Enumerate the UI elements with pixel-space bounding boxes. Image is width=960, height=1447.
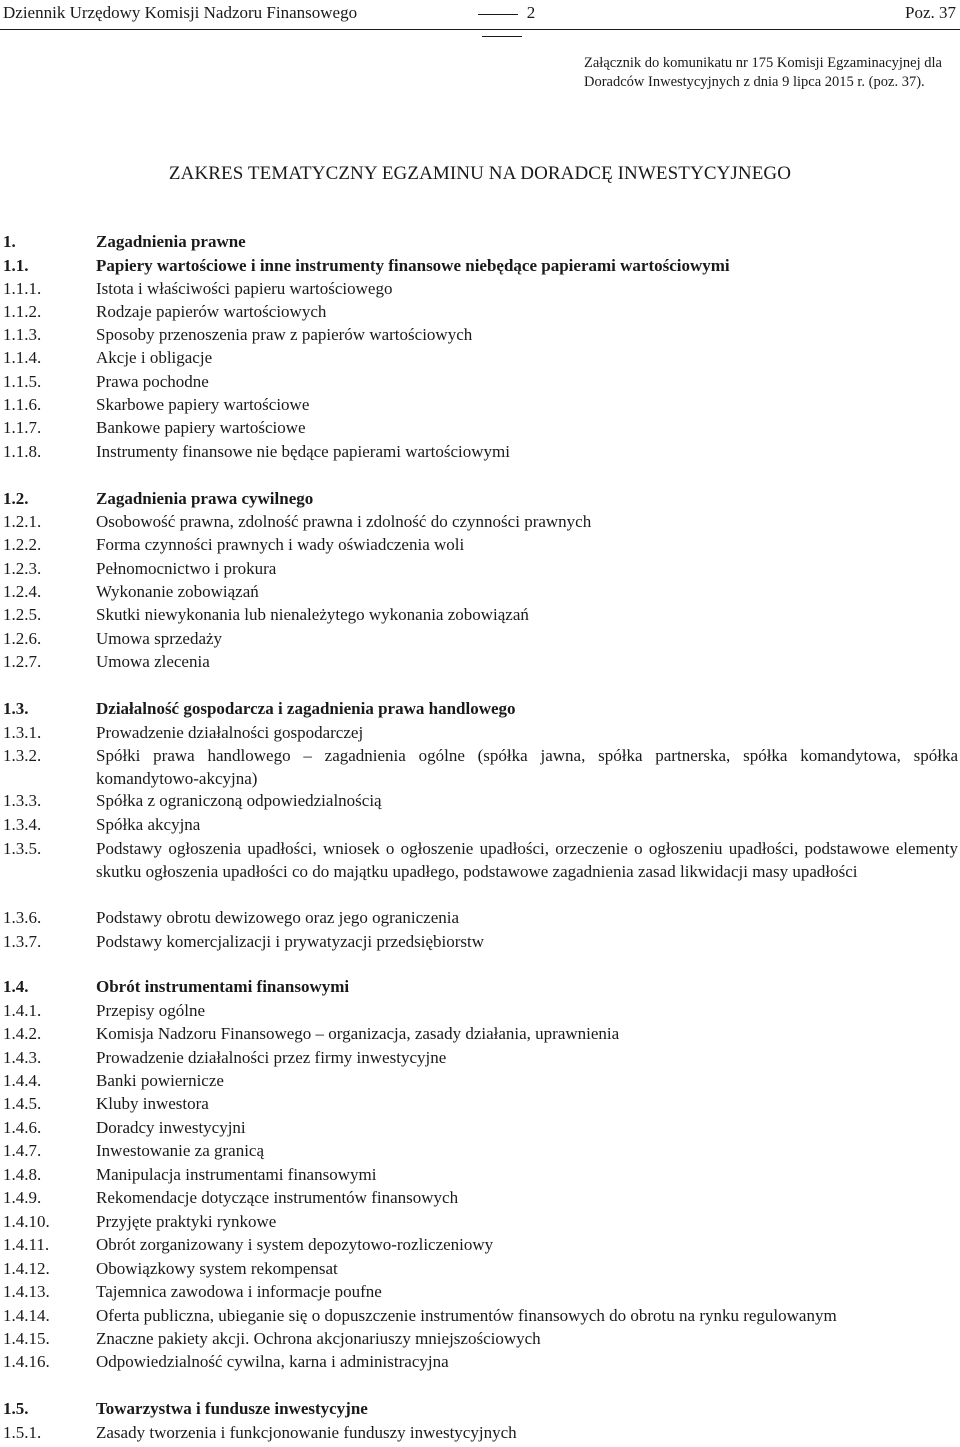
- topic-text: Papiery wartościowe i inne instrumenty finansowe niebędące papierami wartościowymi: [96, 256, 730, 275]
- topic-number: 1.1.6.: [3, 395, 42, 414]
- journal-name: Dziennik Urzędowy Komisji Nadzoru Finansowego: [3, 3, 358, 22]
- topic-number: 1.3.: [3, 699, 29, 718]
- topic-number: 1.1.5.: [3, 372, 42, 391]
- topic-text: Podstawy obrotu dewizowego oraz jego ograniczenia: [96, 908, 460, 927]
- topic-number: 1.2.2.: [3, 535, 42, 554]
- topic-text: Skarbowe papiery wartościowe: [96, 395, 310, 414]
- topic-number: 1.4.11.: [3, 1235, 50, 1254]
- topic-text: Forma czynności prawnych i wady oświadczenia woli: [96, 535, 465, 554]
- topic-number: 1.5.: [3, 1399, 29, 1418]
- topic-text: Zagadnienia prawa cywilnego: [96, 489, 314, 508]
- topic-number: 1.4.12.: [3, 1259, 50, 1278]
- topic-text: Znaczne pakiety akcji. Ochrona akcjonariuszy mniejszościowych: [96, 1329, 541, 1348]
- topic-number: 1.4.15.: [3, 1329, 50, 1348]
- topic-number: 1.3.7.: [3, 932, 42, 951]
- topic-number: 1.4.8.: [3, 1165, 42, 1184]
- topic-number: 1.3.2.: [3, 746, 42, 765]
- topic-number: 1.3.5.: [3, 839, 42, 858]
- topic-number: 1.3.1.: [3, 723, 42, 742]
- topic-number: 1.4.3.: [3, 1048, 42, 1067]
- topic-number: 1.1.2.: [3, 302, 42, 321]
- topic-number: 1.1.3.: [3, 325, 42, 344]
- topic-text: Podstawy komercjalizacji i prywatyzacji przedsiębiorstw: [96, 932, 485, 951]
- topic-text: Towarzystwa i fundusze inwestycyjne: [96, 1399, 368, 1418]
- topic-text: Spółka z ograniczoną odpowiedzialnością: [96, 791, 382, 810]
- topic-number: 1.2.3.: [3, 559, 42, 578]
- topic-text: Umowa sprzedaży: [96, 629, 223, 648]
- topic-text: Obrót zorganizowany i system depozytowo-rozliczeniowy: [96, 1235, 494, 1254]
- topic-text: Zagadnienia prawne: [96, 232, 246, 251]
- topic-number: 1.4.7.: [3, 1141, 42, 1160]
- topic-number: 1.2.5.: [3, 605, 42, 624]
- topic-text: Obowiązkowy system rekompensat: [96, 1259, 338, 1278]
- topic-number: 1.4.14.: [3, 1306, 50, 1325]
- topic-number: 1.4.4.: [3, 1071, 42, 1090]
- topic-number: 1.4.6.: [3, 1118, 42, 1137]
- topic-number: 1.4.1.: [3, 1001, 42, 1020]
- topic-text: Doradcy inwestycyjni: [96, 1118, 246, 1137]
- topic-number: 1.4.16.: [3, 1352, 50, 1371]
- topic-number: 1.1.8.: [3, 442, 42, 461]
- topic-text: Banki powiernicze: [96, 1071, 224, 1090]
- topic-text: Rekomendacje dotyczące instrumentów finansowych: [96, 1188, 459, 1207]
- topic-text: Istota i właściwości papieru wartościowego: [96, 279, 393, 298]
- topic-text: Sposoby przenoszenia praw z papierów wartościowych: [96, 325, 473, 344]
- topic-text: Spółka akcyjna: [96, 815, 201, 834]
- topic-text: Bankowe papiery wartościowe: [96, 418, 306, 437]
- topic-text: Skutki niewykonania lub nienależytego wykonania zobowiązań: [96, 605, 529, 624]
- topic-number: 1.3.3.: [3, 791, 42, 810]
- topic-number: 1.2.4.: [3, 582, 42, 601]
- page-number-value: 2: [526, 3, 536, 22]
- topic-text: Inwestowanie za granicą: [96, 1141, 265, 1160]
- header-divider: [0, 29, 960, 30]
- position-number: Poz. 37: [905, 3, 956, 22]
- document-title: ZAKRES TEMATYCZNY EGZAMINU NA DORADCĘ INWESTYCYJNEGO: [168, 163, 792, 184]
- page-header: [0, 0, 960, 30]
- topic-number: 1.3.6.: [3, 908, 42, 927]
- topic-text: Odpowiedzialność cywilna, karna i administracyjna: [96, 1352, 449, 1371]
- topic-number: 1.: [3, 232, 16, 251]
- topic-number: 1.4.5.: [3, 1094, 42, 1113]
- topic-number: 1.4.2.: [3, 1024, 42, 1043]
- topic-text: Obrót instrumentami finansowymi: [96, 977, 350, 996]
- topic-text: Prowadzenie działalności przez firmy inwestycyjne: [96, 1048, 447, 1067]
- topic-number: 1.4.10.: [3, 1212, 50, 1231]
- topic-text: Działalność gospodarcza i zagadnienia prawa handlowego: [96, 699, 516, 718]
- topic-text: Podstawy ogłoszenia upadłości, wniosek o ogłoszenie upadłości, orzeczenie o ogłoszeniu upadłości, podstawowe elementy skutku ogłoszenia upadłości co do majątku upadłego, podstawowe zagadnienia zasad likwidacji masy upadłości: [96, 839, 958, 881]
- topic-text: Komisja Nadzoru Finansowego – organizacja, zasady działania, uprawnienia: [96, 1024, 620, 1043]
- topic-number: 1.2.1.: [3, 512, 42, 531]
- topic-text: Oferta publiczna, ubieganie się o dopuszczenie instrumentów finansowych do obrotu na rynku regulowanym: [96, 1306, 837, 1325]
- dash-right: [482, 36, 522, 37]
- topic-number: 1.4.: [3, 977, 29, 996]
- topic-text: Osobowość prawna, zdolność prawna i zdolność do czynności prawnych: [96, 512, 592, 531]
- topic-number: 1.1.: [3, 256, 29, 275]
- dash-left: [478, 14, 518, 15]
- topic-number: 1.2.7.: [3, 652, 42, 671]
- topic-text: Akcje i obligacje: [96, 348, 213, 367]
- topic-text: Kluby inwestora: [96, 1094, 209, 1113]
- topic-number: 1.1.4.: [3, 348, 42, 367]
- topic-number: 1.3.4.: [3, 815, 42, 834]
- topic-text: Spółki prawa handlowego – zagadnienia ogólne (spółka jawna, spółka partnerska, spółka komandytowa, spółka komandytowo-akcyjna): [96, 746, 958, 788]
- topic-number: 1.1.1.: [3, 279, 42, 298]
- page-number: [447, 2, 557, 46]
- topic-text: Pełnomocnictwo i prokura: [96, 559, 277, 578]
- topic-number: 1.2.6.: [3, 629, 42, 648]
- topic-number: 1.2.: [3, 489, 29, 508]
- topic-text: Przyjęte praktyki rynkowe: [96, 1212, 277, 1231]
- topic-text: Prowadzenie działalności gospodarczej: [96, 723, 364, 742]
- topic-number: 1.4.9.: [3, 1188, 42, 1207]
- topic-text: Prawa pochodne: [96, 372, 209, 391]
- annex-note: Załącznik do komunikatu nr 175 Komisji Egzaminacyjnej dla Doradców Inwestycyjnych z dnia 9 lipca 2015 r. (poz. 37).: [584, 55, 942, 90]
- topic-text: Tajemnica zawodowa i informacje poufne: [96, 1282, 382, 1301]
- topic-text: Przepisy ogólne: [96, 1001, 206, 1020]
- topic-number: 1.5.1.: [3, 1423, 42, 1442]
- topic-number: 1.4.13.: [3, 1282, 50, 1301]
- topic-text: Zasady tworzenia i funkcjonowanie funduszy inwestycyjnych: [96, 1423, 517, 1442]
- topic-text: Wykonanie zobowiązań: [96, 582, 259, 601]
- topic-text: Instrumenty finansowe nie będące papierami wartościowymi: [96, 442, 511, 461]
- topic-text: Umowa zlecenia: [96, 652, 210, 671]
- topic-number: 1.1.7.: [3, 418, 42, 437]
- topic-text: Rodzaje papierów wartościowych: [96, 302, 327, 321]
- topic-text: Manipulacja instrumentami finansowymi: [96, 1165, 377, 1184]
